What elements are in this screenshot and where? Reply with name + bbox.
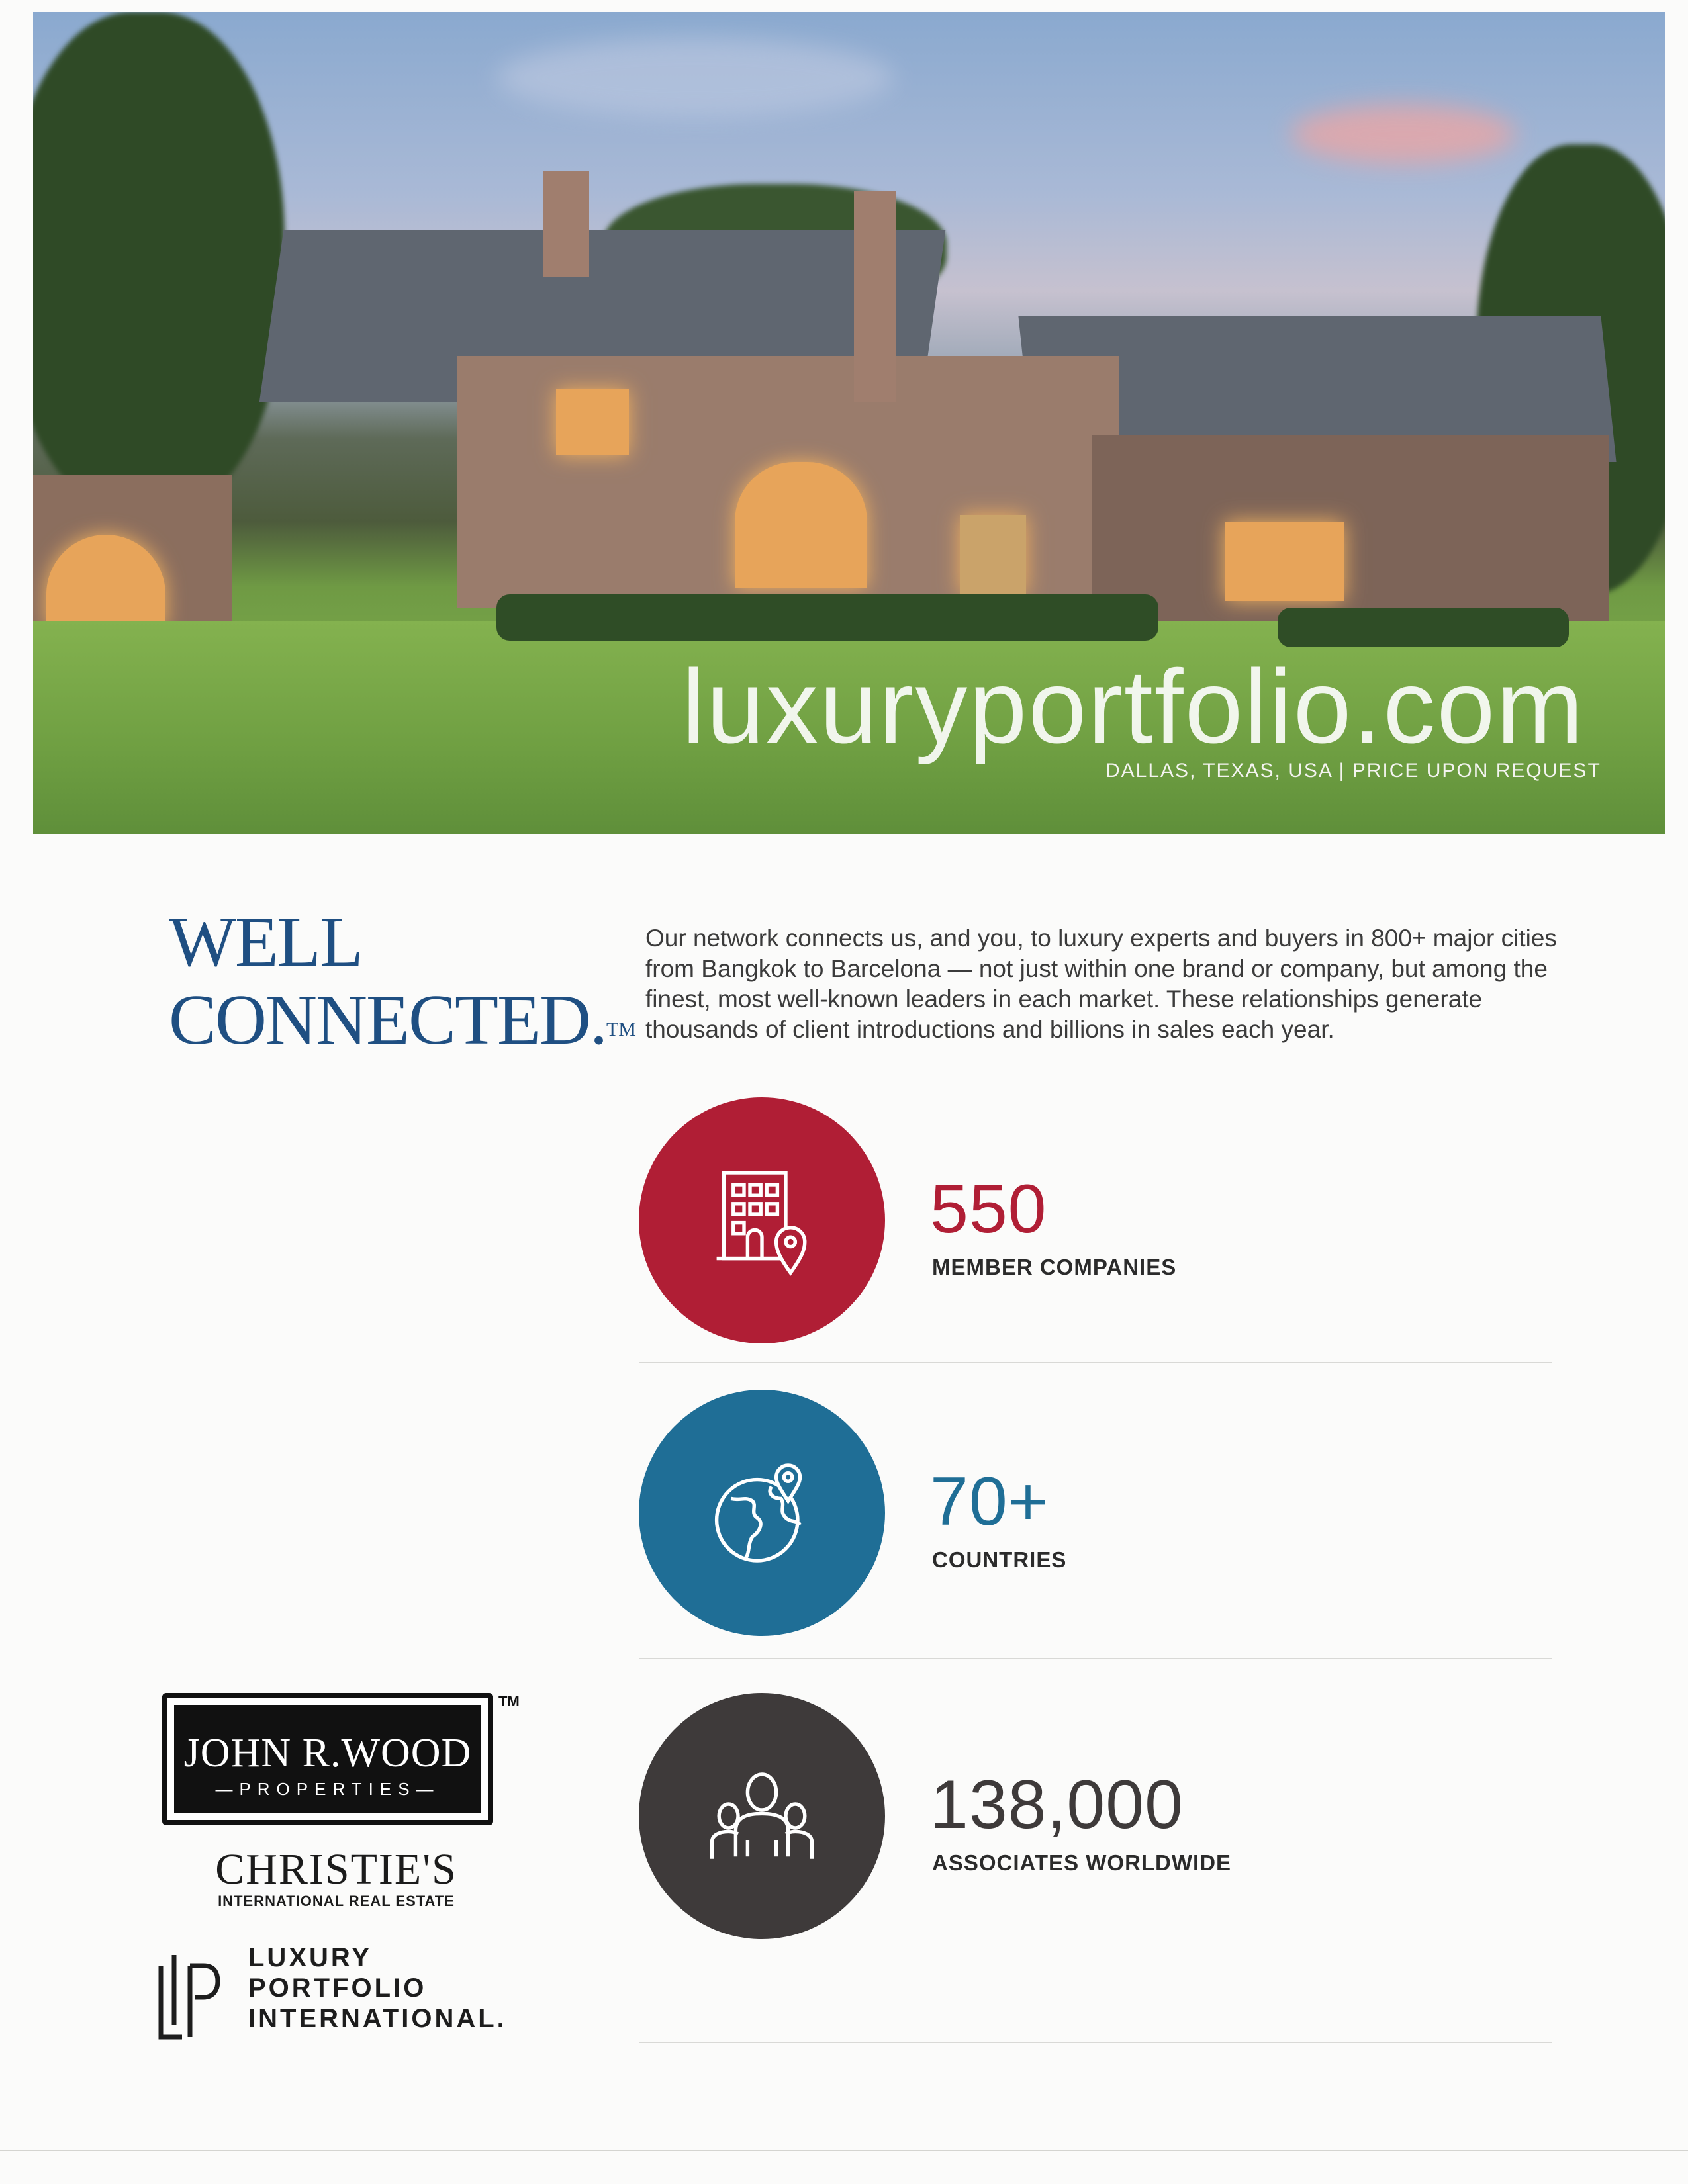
section-heading [169,903,636,1060]
stat-label: COUNTRIES [932,1547,1067,1572]
stat-member-companies [639,1097,1552,1349]
christies-name: CHRISTIE'S [215,1845,457,1893]
hedge [496,594,1158,641]
building-pin-icon [702,1161,821,1280]
divider [639,1658,1552,1659]
stat-value: 70+ [930,1463,1049,1540]
stat-value: 138,000 [930,1766,1184,1843]
page-bottom-rule [0,2150,1688,2151]
heading-line-2 [169,981,636,1060]
lpi-line-1: LUXURY [248,1943,372,1972]
website-url: luxuryportfolio.com [682,649,1585,765]
cloud [496,38,894,118]
stat-label: ASSOCIATES WORLDWIDE [932,1850,1232,1875]
trademark-mark: TM [606,1019,636,1040]
hero-photo [33,12,1665,834]
stat-countries [639,1390,1552,1641]
people-group-icon [702,1756,821,1876]
christies-subtitle: INTERNATIONAL REAL ESTATE [218,1893,455,1909]
heading-line-1: WELL [169,903,362,981]
logo-trademark: TM [498,1693,520,1709]
globe-pin-icon [702,1453,821,1572]
lp-monogram-icon [156,1952,222,2045]
lit-archway [735,462,867,588]
chimney [854,191,896,402]
john-r-wood-logo [162,1693,520,1825]
logo-subtitle: —PROPERTIES— [215,1779,440,1799]
house-wing [1092,435,1609,621]
heading-line-2-text: CONNECTED. [169,981,606,1060]
lit-window [1225,522,1344,601]
divider [639,1362,1552,1363]
chimney [543,171,589,277]
stat-circle [639,1693,885,1939]
divider [639,2042,1552,2043]
lit-window [960,515,1026,594]
intro-paragraph: Our network connects us, and you, to luxury experts and buyers in 800+ major cities from Bangkok to Barcelona — not just within one brand or company, but among the finest, most well-known leaders in each market. These relationships generate thousands of client introductions and billions in sales each year. [645,925,1557,1043]
stat-value: 550 [930,1171,1047,1248]
stat-associates [639,1693,1552,1944]
cloud [1291,105,1516,164]
lpi-line-3: INTERNATIONAL. [248,2004,507,2033]
lit-window [556,389,629,455]
stat-circle [639,1097,885,1343]
property-caption: DALLAS, TEXAS, USA | PRICE UPON REQUEST [1105,760,1601,782]
lpi-text [248,1942,513,2034]
stat-label: MEMBER COMPANIES [932,1255,1177,1279]
christies-logo [184,1846,489,1910]
hedge [1278,608,1569,647]
logo-name: JOHN R.WOOD [183,1731,472,1776]
tree [33,12,285,515]
lpi-line-2: PORTFOLIO [248,1974,427,2003]
stat-circle [639,1390,885,1636]
logo-panel [174,1705,481,1813]
